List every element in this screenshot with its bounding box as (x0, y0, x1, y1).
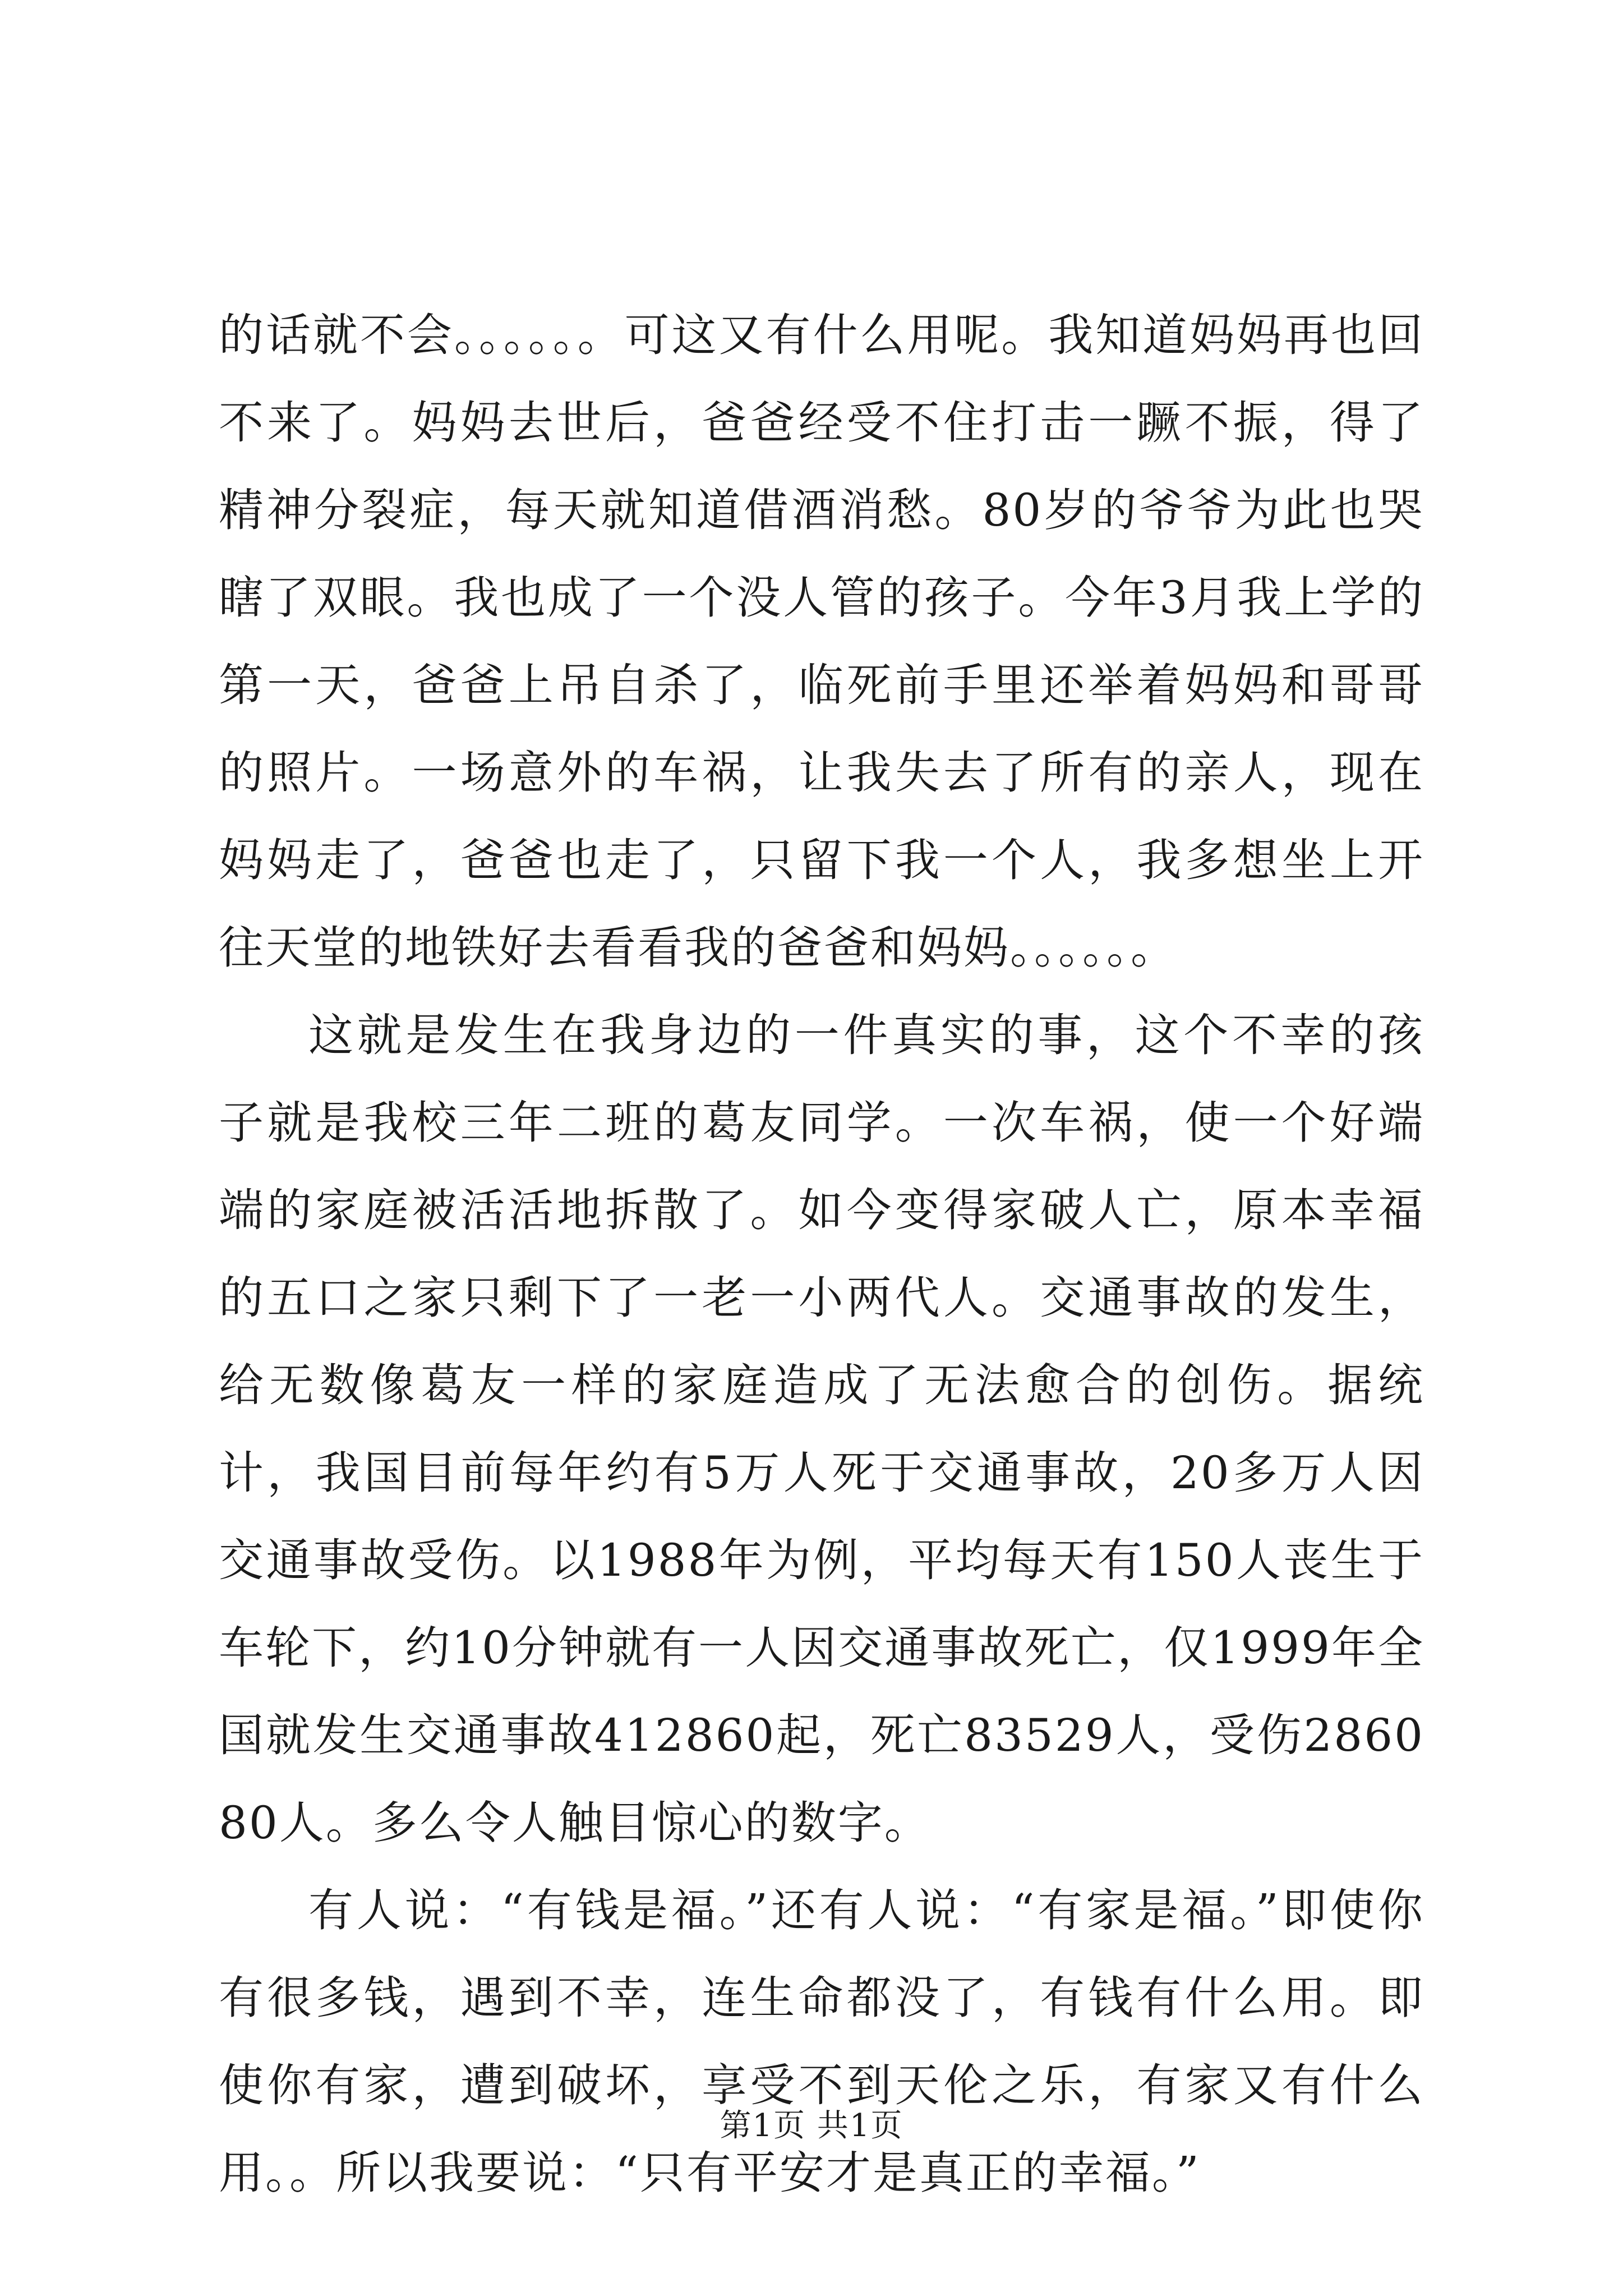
page-number-footer: 第1页 共1页 (720, 2108, 903, 2144)
document-body (219, 292, 1424, 2217)
paragraph-2: 这就是发生在我身边的一件真实的事，这个不幸的孩子就是我校三年二班的葛友同学。一次车祸，使一个好端端的家庭被活活地拆散了。如今变得家破人亡，原本幸福的五口之家只剩下了一老一小两代人。交通事故的发生，给无数像葛友一样的家庭造成了无法愈合的创伤。据统计，我国目前每年约有5万人死于交通事故，20多万人因交通事故受伤。以1988年为例，平均每天有150人丧生于车轮下，约10分钟就有一人因交通事故死亡，仅1999年全国就发生交通事故412860起，死亡83529人，受伤286080人。多么令人触目惊心的数字。 (219, 1009, 1424, 1849)
paragraph-3: 有人说：“有钱是福。”还有人说：“有家是福。”即使你有很多钱，遇到不幸，连生命都没了，有钱有什么用。即使你有家，遭到破坏，享受不到天伦之乐，有家又有什么用。。所以我要说：“只有平安才是真正的幸福。” (219, 1884, 1424, 2199)
paragraph-1: 的话就不会。。。。。。可这又有什么用呢。我知道妈妈再也回不来了。妈妈去世后，爸爸经受不住打击一蹶不振，得了精神分裂症，每天就知道借酒消愁。80岁的爷爷为此也哭瞎了双眼。我也成了一个没人管的孩子。今年3月我上学的第一天，爸爸上吊自杀了，临死前手里还举着妈妈和哥哥的照片。一场意外的车祸，让我失去了所有的亲人，现在妈妈走了，爸爸也走了，只留下我一个人，我多想坐上开往天堂的地铁好去看看我的爸爸和妈妈。。。。。。 (219, 309, 1424, 974)
